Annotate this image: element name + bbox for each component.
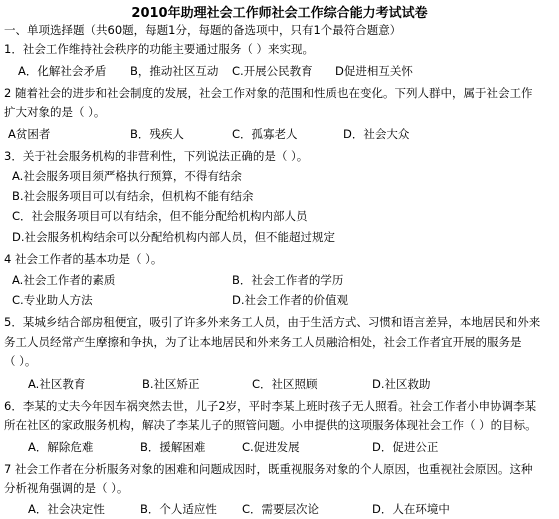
q7-stem-line2: 分析视角强调的是（ ）。 [4, 481, 129, 495]
q6-option-a: A．解除危难 [28, 440, 94, 454]
q7-stem-line1: 7 社会工作者在分析服务对象的困难和问题成因时，既重视服务对象的个人原因，也重视社会原因。这种 [4, 462, 533, 476]
q3-option-c: C．社会服务项目可以有结余，但不能分配给机构内部人员 [12, 209, 308, 223]
q3-stem: 3．关于社会服务机构的非营利性，下列说法正确的是（ ）。 [4, 149, 309, 163]
q5-option-b: B.社区矫正 [142, 377, 200, 391]
q7-option-b: B．个人适应性 [140, 502, 217, 516]
q7-option-a: A．社会决定性 [28, 502, 105, 516]
q5-stem-line1: 5．某城乡结合部房租便宜，吸引了许多外来务工人员，由于生活方式、习惯和语言差异，本地居民和外来 [4, 315, 541, 329]
q5-option-a: A.社区教育 [28, 377, 86, 391]
q4-option-d: D.社会工作者的价值观 [232, 293, 349, 307]
q3-option-d: D.社会服务机构结余可以分配给机构内部人员，但不能超过规定 [12, 230, 336, 244]
exam-title: 2010年助理社会工作师社会工作综合能力考试试卷 [131, 6, 428, 21]
q6-option-c: C.促进发展 [242, 440, 300, 454]
q1-option-d: D促进相互关怀 [335, 64, 413, 78]
q3-option-b: B.社会服务项目可以有结余，但机构不能有结余 [12, 189, 254, 203]
q6-option-d: D．促进公正 [372, 440, 439, 454]
q3-option-a: A.社会服务项目须严格执行预算，不得有结余 [12, 169, 242, 183]
q4-option-c: C.专业助人方法 [12, 293, 93, 307]
q5-stem-line3: （ ）。 [4, 354, 37, 368]
q4-option-a: A.社会工作者的素质 [12, 273, 116, 287]
q2-option-b: B．残疾人 [130, 127, 184, 141]
q2-stem-line1: 2 随着社会的进步和社会制度的发展，社会工作对象的范围和性质也在变化。下列人群中，属于社会工作 [4, 86, 533, 100]
q6-stem-line2: 所在社区的家政服务机构，解决了李某儿子的照管问题。小申提供的这项服务体现社会工作（ ）的目标。 [4, 418, 537, 432]
q1-option-b: B，推动社区互动 [130, 64, 219, 78]
q2-stem-line2: 扩大对象的是（ ）。 [4, 105, 106, 119]
q6-stem-line1: 6．李某的丈夫今年因车祸突然去世，儿子2岁，平时李某上班时孩子无人照看。社会工作者小申协调李某 [4, 399, 537, 413]
q2-option-c: C．孤寡老人 [232, 127, 298, 141]
section-instructions: 一、单项选择题（共60题，每题1分，每题的备选项中，只有1个最符合题意） [4, 23, 402, 37]
q2-option-a: A贫困者 [8, 127, 51, 141]
q5-option-d: D.社区救助 [372, 377, 431, 391]
q1-option-c: C.开展公民教育 [232, 64, 313, 78]
q7-option-d: D．人在环境中 [372, 502, 450, 516]
q5-stem-line2: 务工人员经常产生摩擦和争执，为了让本地居民和外来务工人员融洽相处，社会工作者宜开展的服务是 [4, 335, 522, 349]
q4-stem: 4 社会工作者的基本功是（ ）。 [4, 252, 163, 266]
q2-option-d: D．社会大众 [343, 127, 410, 141]
q4-option-b: B．社会工作者的学历 [232, 273, 344, 287]
q5-option-c: C．社区照顾 [252, 377, 318, 391]
q1-option-a: A．化解社会矛盾 [18, 64, 107, 78]
q7-option-c: C．需要层次论 [242, 502, 320, 516]
q1-stem: 1．社会工作维持社会秩序的功能主要通过服务（ ）来实现。 [4, 42, 314, 56]
q6-option-b: B．援解困难 [140, 440, 206, 454]
